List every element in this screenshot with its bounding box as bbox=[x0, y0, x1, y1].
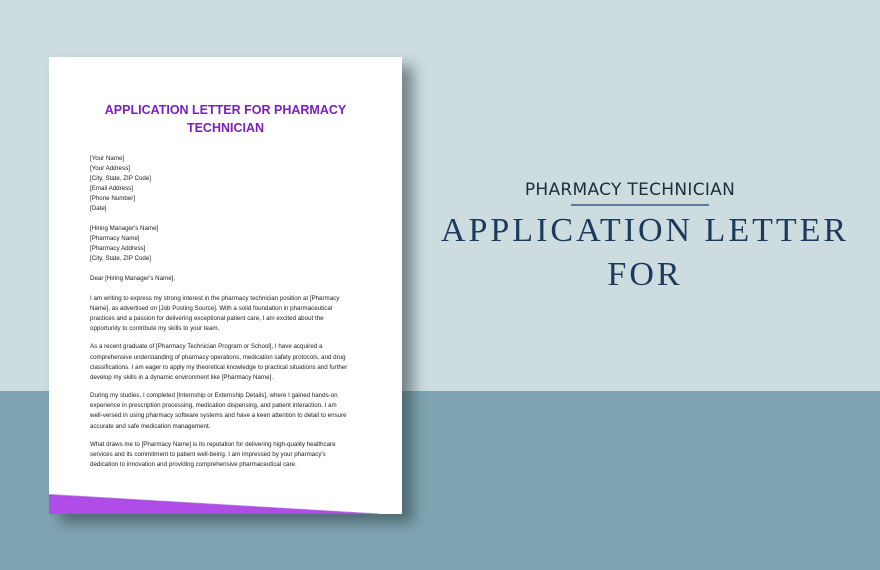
paragraph-line: classifications. I am eager to apply my theoretical knowledge to practical situations and further bbox=[90, 363, 348, 371]
recipient-pharmacy: [Pharmacy Name] bbox=[90, 235, 140, 243]
salutation: Dear [Hiring Manager's Name], bbox=[90, 274, 176, 282]
recipient-name: [Hiring Manager's Name] bbox=[90, 225, 159, 233]
purple-footer-wedge bbox=[49, 494, 402, 514]
paragraph-line: As a recent graduate of [Pharmacy Technician Program or School], I have acquired a bbox=[90, 343, 323, 351]
paragraph-line: dedication to innovation and providing comprehensive pharmaceutical care. bbox=[90, 461, 297, 469]
sender-city: [City, State, ZIP Code] bbox=[90, 175, 151, 183]
hero-title: APPLICATION LETTER FOR bbox=[440, 212, 850, 293]
paragraph-line: Name], as advertised on [Job Posting Source]. With a solid foundation in pharmaceutical bbox=[90, 304, 333, 312]
paragraph-line: experience in prescription processing, medication dispensing, and patient interaction. I am bbox=[90, 402, 337, 410]
paragraph-line: develop my skills in a dynamic environment like [Pharmacy Name]. bbox=[90, 373, 273, 381]
recipient-city: [City, State, ZIP Code] bbox=[90, 255, 151, 263]
recipient-block bbox=[90, 224, 370, 264]
sender-phone: [Phone Number] bbox=[90, 195, 136, 203]
paragraph-line: What draws me to [Pharmacy Name] is its reputation for delivering high-quality healthcare bbox=[90, 441, 336, 449]
paragraph-line: accurate and safe medication management. bbox=[90, 422, 211, 430]
paragraph-line: During my studies, I completed [Internship or Externship Details], where I gained hands-on bbox=[90, 392, 338, 400]
sender-address: [Your Address] bbox=[90, 165, 131, 173]
document-title bbox=[49, 101, 402, 137]
hero-subtitle: PHARMACY TECHNICIAN bbox=[524, 180, 736, 200]
paragraph-1 bbox=[90, 294, 370, 334]
letter-preview bbox=[49, 57, 402, 514]
paragraph-2 bbox=[90, 342, 370, 382]
document-body bbox=[90, 154, 370, 479]
sender-email: [Email Address] bbox=[90, 185, 133, 193]
sender-block bbox=[90, 154, 370, 215]
paragraph-4 bbox=[90, 440, 370, 470]
document-title-line-1: APPLICATION LETTER FOR PHARMACY bbox=[104, 103, 347, 117]
paragraph-line: I am writing to express my strong interest in the pharmacy technician position at [Pharmacy bbox=[90, 294, 340, 302]
recipient-address: [Pharmacy Address] bbox=[90, 245, 146, 253]
paragraph-3 bbox=[90, 391, 370, 431]
paragraph-line: services and its commitment to patient well-being. I am impressed by your pharmacy's bbox=[90, 451, 326, 459]
hero-divider bbox=[571, 204, 709, 206]
sender-date: [Date] bbox=[90, 205, 107, 213]
document-title-line-2: TECHNICIAN bbox=[186, 121, 265, 135]
paragraph-line: opportunity to contribute my skills to your team. bbox=[90, 324, 220, 332]
paragraph-line: practices and a passion for delivering exceptional patient care, I am excited about the bbox=[90, 314, 324, 322]
paragraph-line: comprehensive understanding of pharmacy operations, medication safety protocols, and drug bbox=[90, 353, 346, 361]
sender-name: [Your Name] bbox=[90, 155, 125, 162]
paragraph-line: well-versed in using pharmacy software systems and have a keen attention to detail to ensure bbox=[90, 412, 347, 420]
